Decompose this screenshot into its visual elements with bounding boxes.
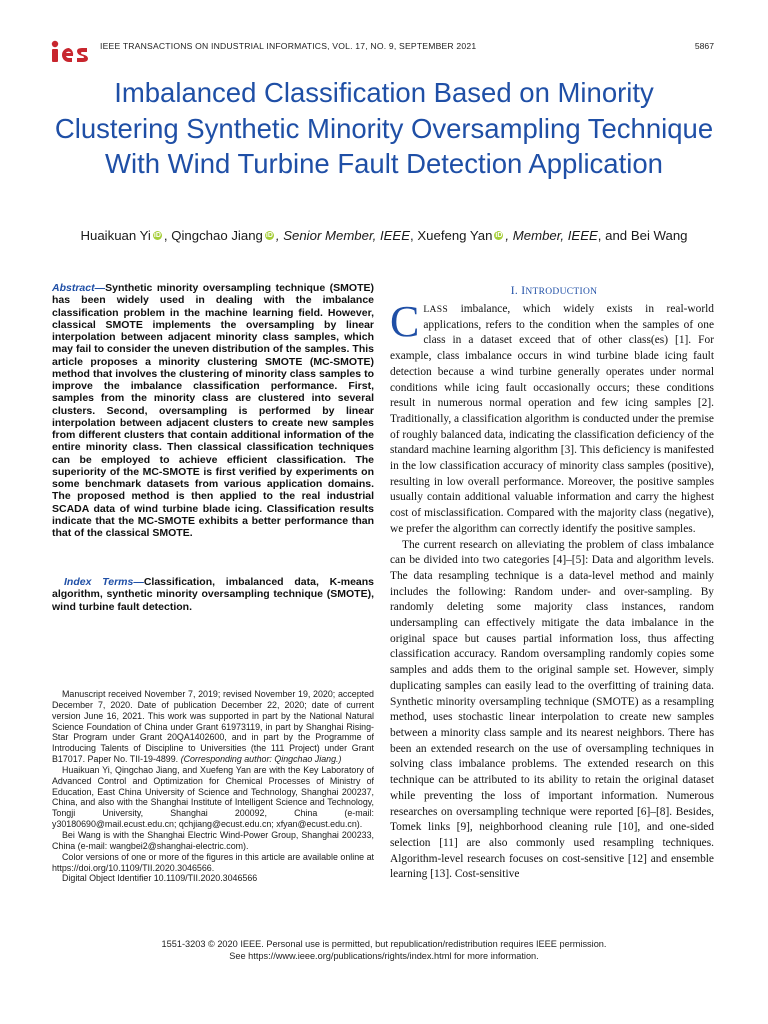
orcid-icon[interactable]: iD [153,232,161,239]
ies-logo [47,38,91,64]
abstract-text: Synthetic minority oversampling technique (SMOTE) has been widely used in dealing with the imbalance classification problem in the machine learning field. However, classical SMOTE implements the oversampling by linear interpolation between adjacent minority class samples, which may fail to consider the uneven distribution of the samples. This article proposes a minority clustering SMOTE (MC-SMOTE) method that involves the clustering of minority class samples to improve the imbalance classification performance. First, samples from the minority class are clustered into several clusters. Second, oversampling is performed by linear interpolation between adjacent clusters to create new samples from different clusters that contain additional information of the entire minority class. Then classical classification techniques can be employed to achieve efficient classification. The superiority of the MC-SMOTE is first verified by experiments on some benchmark datasets from various application domains. The proposed method is then applied to the real industrial SCADA data of wind turbine blade icing. Classification results indicate that the MC-SMOTE exhibits a better performance than that of the classical SMOTE. [52,282,374,539]
footnote-manuscript: Manuscript received November 7, 2019; revised November 19, 2020; accepted December 7, 2020. Date of publication December 22, 2020; date of current version June 16, 2021. This work was supported in part by the National Natural Science Foundation of China under Grant 61973119, in part by Shanghai Rising-Star Program under Grant 20QA1402600, and in part by the Programme of Introducing Talents of Discipline to Universities (the 111 Project) under Grant B17017. Paper No. TII-19-4899. (Corresponding author: Qingchao Jiang.) [52,689,374,765]
index-terms-label: Index Terms— [64,576,144,588]
body-text [390,297,714,883]
copyright-footer [60,939,708,962]
paper-title: Imbalanced Classification Based on Minority Clustering Synthetic Minority Oversampling Technique With Wind Turbine Fault Detection Application [54,77,714,179]
paragraph: The current research on alleviating the problem of class imbalance can be divided into two categories [4]–[5]: Data and algorithm levels. The data resampling technique is a data-level method and mainly includes the following: Random under- and over-sampling. By randomly deleting some majority class instances, random undersampling can effectively mitigate the data imbalance in the original space but causes partial information loss, thus affecting classification accuracy. Random oversampling randomly copies some samples and adds them to the original sample set. However, simply duplicating samples can easily lead to the overfitting of training data. Synthetic minority oversampling technique (SMOTE) as a resampling method, uses stochastic linear interpolation to create new samples between a minority class sample and its nearest neighbors. There has been an extended research on the use of oversampling techniques in solving class imbalance problems. The extended research on this technique can be attributed to its ability to retain the original dataset while preventing the loss of important information. Numerous researches on oversampling technique were reported [6]–[8]. Besides, Tomek links [9], neighborhood cleaning rule [10], and one-sided selection [11] are also commonly used resampling techniques. Algorithm-level research focuses on cost-sensitive [12] and ensemble learning [13]. Cost-sensitive [390,538,714,881]
orcid-icon[interactable]: iD [495,232,503,239]
drop-cap: C [390,297,420,346]
copyright-line: 1551-3203 © 2020 IEEE. Personal use is permitted, but republication/redistribution requires IEEE permission. [161,939,607,949]
index-terms-text: Classification, imbalanced data, K-means algorithm, synthetic minority oversampling technique (SMOTE), wind turbine fault detection. [52,576,374,613]
orcid-icon[interactable]: iD [265,232,273,239]
footnote-doi: Digital Object Identifier 10.1109/TII.2020.3046566 [62,873,258,884]
abstract [52,282,374,539]
author-list: Huaikuan Yi iD , Qingchao Jiang iD , Senior Member, IEEE, Xuefeng Yan iD , Member, IEEE, and Bei Wang [80,228,688,243]
author-name: Bei Wang [630,228,688,243]
abstract-label: Abstract— [52,282,106,294]
footnote-affiliation: Bei Wang is with the Shanghai Electric Wind-Power Group, Shanghai 200233, China (e-mail: wangbei2@shanghai-electric.com). [52,829,374,851]
footnote-affiliation: Huaikuan Yi, Qingchao Jiang, and Xuefeng Yan are with the Key Laboratory of Advanced Control and Optimization for Chemical Processes of Ministry of Education, East China University of Science and Technology, Shanghai 200237, China, and also with the Shanghai Institute of Intelligent Science and Technology, Tongji University, Shanghai 200092, China (e-mail: y30180690@mail.ecust.edu.cn; qchjiang@ecust.edu.cn; xfyan@ecust.edu.cn). [52,764,374,830]
author-name: Huaikuan Yi [80,228,151,243]
section-heading: I. INTRODUCTION [510,285,598,297]
author-name: Xuefeng Yan [417,228,493,243]
author-name: Qingchao Jiang [171,228,263,243]
footnote-color-versions: Color versions of one or more of the figures in this article are available online at https://doi.org/10.1109/TII.2020.3046566. [52,851,374,873]
page-number: 5867 [694,41,714,51]
paragraph: CLASS imbalance, which widely exists in real-world applications, refers to the condition when the samples of one class in a dataset exceed that of other class(es) [1]. For example, class imbalance occurs in wind turbine blade icing fault detection because a wind turbine generally operates under normal conditions while icing fault occasionally occurs; these conditions result in numerous normal operation and few icing samples [2]. Traditionally, a classification algorithm is conducted under the premise of roughly balanced data, indicating the classification deficiency of the standard machine learning algorithm [3]. This deficiency is manifested in the low classification accuracy of minority class samples (positive), resulting in low overall performance. Moreover, the positive samples usually contain additional valuable information and carry the highest cost of misclassification. Compared with the majority class (negative), we prefer the algorithm can correctly identify the positive samples. [390,297,714,535]
author-role: Senior Member, IEEE [283,228,411,243]
footnotes [52,689,374,884]
index-terms [52,576,374,613]
author-role: Member, IEEE [512,228,598,243]
rights-link-line[interactable]: See https://www.ieee.org/publications/rights/index.html for more information. [229,950,539,961]
running-header: IEEE TRANSACTIONS ON INDUSTRIAL INFORMATICS, VOL. 17, NO. 9, SEPTEMBER 2021 [100,41,477,51]
